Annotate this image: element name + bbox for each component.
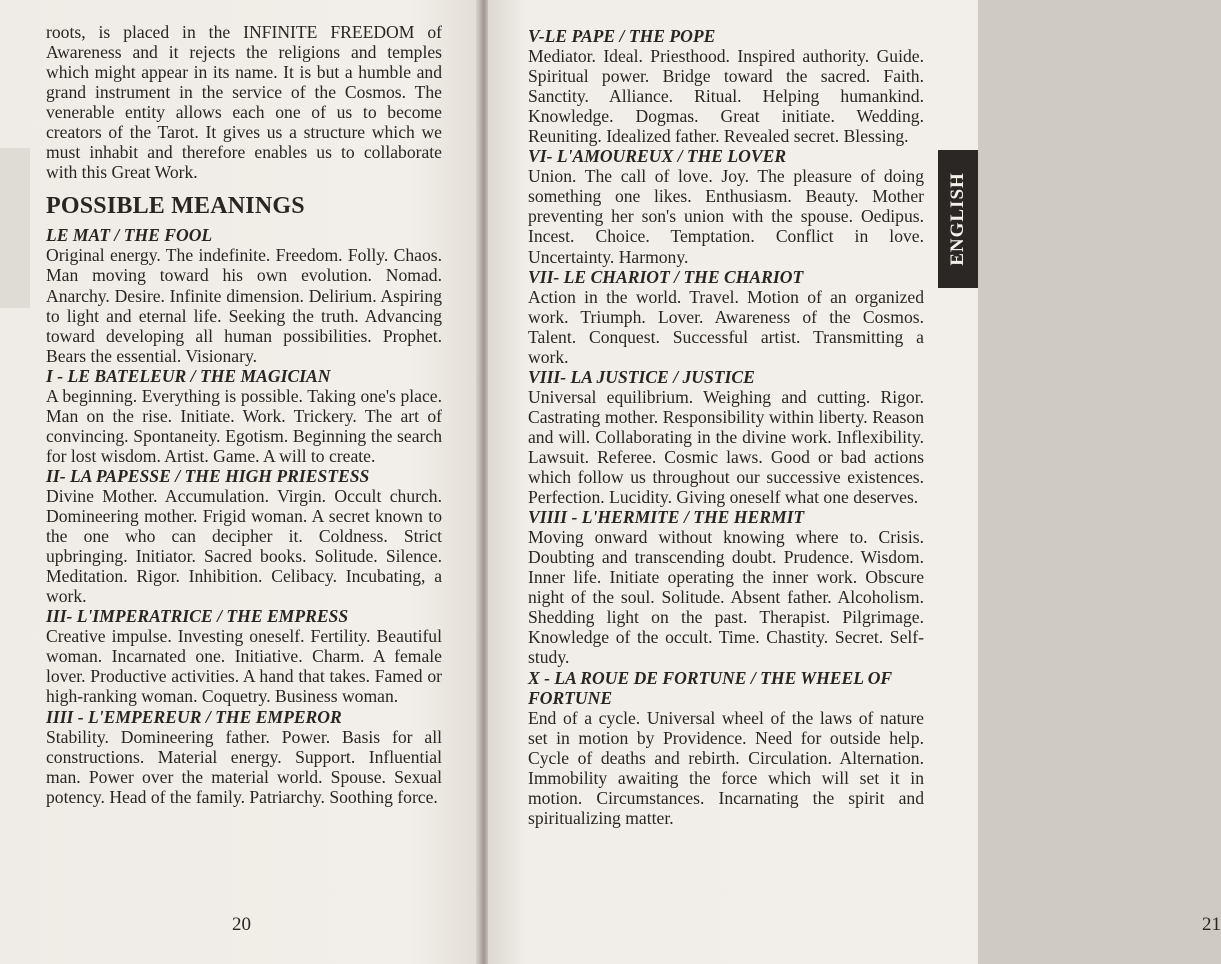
entry-title-lover: VI- L'AMOUREUX / THE LOVER	[528, 146, 787, 167]
entry-body-high-priestess: Divine Mother. Accumulation. Virgin. Occult church. Domineering mother. Frigid woman. A secret known to the one who can decipher it. Coldness. Strict upbringing. Initiator. Sacred books. Solitude. Silence. Meditation. Rigor. Inhibition. Celibacy. Incubating, a work.	[46, 485, 442, 607]
entry-body-fool: Original energy. The indefinite. Freedom. Folly. Chaos. Man moving toward his own evolution. Nomad. Anarchy. Desire. Infinite dimension. Delirium. Aspiring to light and eternal life. Seeking the truth. Advancing toward developing all human possibilities. Prophet. Bears the essential. Visionary.	[46, 245, 442, 366]
left-text-column	[46, 22, 442, 807]
entry-title-wheel-of-fortune: X - LA ROUE DE FORTUNE / THE WHEEL OF FORTUNE	[528, 667, 892, 708]
entry-title-empress: III- L'IMPERATRICE / THE EMPRESS	[46, 606, 349, 627]
entry-body-justice: Universal equilibrium. Weighing and cutting. Rigor. Castrating mother. Responsibility within liberty. Reason and will. Collaborating in the divine work. Inflexibility. Lawsuit. Referee. Cosmic laws. Good or bad actions which follow us throughout our successive existences. Perfection. Lucidity. Giving oneself what one deserves.	[528, 386, 924, 508]
entry-title-fool: LE MAT / THE FOOL	[46, 225, 213, 246]
right-text-column	[528, 26, 924, 828]
page-number-right: 21	[1202, 914, 1221, 935]
entry-body-magician: A beginning. Everything is possible. Taking one's place. Man on the rise. Initiate. Work. Trickery. The art of convincing. Spontaneity. Egotism. Beginning the search for lost wisdom. Artist. Game. A will to create.	[46, 385, 442, 466]
entry-body-hermit: Moving onward without knowing where to. Crisis. Doubting and transcending doubt. Prudence. Wisdom. Inner life. Initiate operating the inner work. Obscure night of the soul. Solitude. Absent father. Alcoholism. Shedding light on the past. Therapist. Pilgrimage. Knowledge of the occult. Time. Chastity. Secret. Self-study.	[528, 527, 924, 668]
intro-paragraph: roots, is placed in the INFINITE FREEDOM of Awareness and it rejects the religions and temples which might appear in its name. It is but a humble and grand instrument in the service of the Cosmos. The venerable entity allows each one of us to become creators of the Tarot. It gives us a structure which we must inhabit and therefore enables us to collaborate with this Great Work.	[46, 22, 442, 183]
language-tab	[938, 150, 978, 288]
section-heading: POSSIBLE MEANINGS	[46, 193, 305, 220]
entry-title-pope: V-LE PAPE / THE POPE	[528, 26, 716, 46]
bleed-through-tab	[0, 148, 30, 308]
entry-body-wheel-of-fortune: End of a cycle. Universal wheel of the laws of nature set in motion by Providence. Need for outside help. Cycle of deaths and rebirth. Circulation. Alternation. Immobility awaiting the force which will set it in motion. Circumstances. Incarnating the spirit and spiritualizing matter.	[528, 707, 924, 828]
entry-title-hermit: VIIII - L'HERMITE / THE HERMIT	[528, 507, 805, 528]
entry-body-chariot: Action in the world. Travel. Motion of an organized work. Triumph. Lover. Awareness of the Cosmos. Talent. Conquest. Successful artist. Transmitting a work.	[528, 286, 924, 367]
entry-body-emperor: Stability. Domineering father. Power. Basis for all constructions. Material energy. Support. Influential man. Power over the material world. Spouse. Sexual potency. Head of the family. Patriarchy. Soothing force.	[46, 726, 442, 807]
entry-body-lover: Union. The call of love. Joy. The pleasure of doing something one likes. Enthusiasm. Beauty. Mother preventing her son's union with the spouse. Oedipus. Incest. Choice. Temptation. Conflict in love. Uncertainty. Harmony.	[528, 166, 924, 267]
language-tab-label: ENGLISH	[947, 172, 968, 266]
entry-body-empress: Creative impulse. Investing oneself. Fertility. Beautiful woman. Incarnated one. Initiative. Charm. A female lover. Productive activities. A hand that takes. Famed or high-ranking woman. Coquetry. Business woman.	[46, 626, 442, 707]
entry-body-pope: Mediator. Ideal. Priesthood. Inspired authority. Guide. Spiritual power. Bridge toward the sacred. Faith. Sanctity. Alliance. Ritual. Helping humankind. Knowledge. Dogmas. Great initiate. Wedding. Reuniting. Idealized father. Revealed secret. Blessing.	[528, 46, 924, 147]
entry-title-justice: VIII- LA JUSTICE / JUSTICE	[528, 366, 755, 387]
entry-title-emperor: IIII - L'EMPEREUR / THE EMPEROR	[46, 706, 342, 727]
page-number-left: 20	[232, 914, 251, 935]
right-page	[488, 0, 1221, 964]
entry-title-chariot: VII- LE CHARIOT / THE CHARIOT	[528, 266, 804, 287]
entry-title-magician: I - LE BATELEUR / THE MAGICIAN	[46, 365, 331, 386]
entry-title-high-priestess: II- LA PAPESSE / THE HIGH PRIESTESS	[46, 465, 370, 486]
left-page	[0, 0, 481, 964]
